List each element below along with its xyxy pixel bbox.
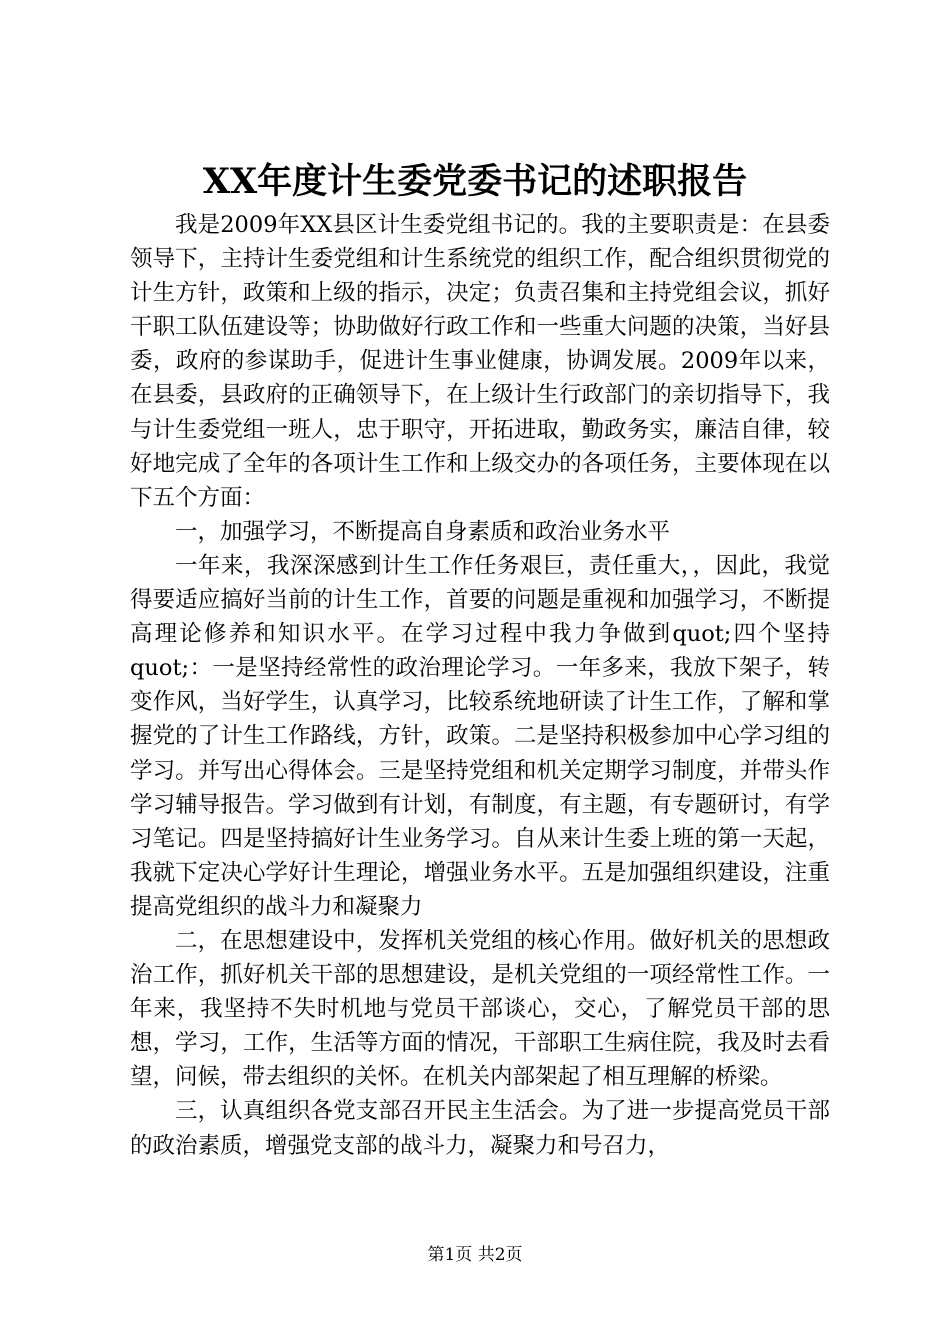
- paragraph-section-2: 二，在思想建设中，发挥机关党组的核心作用。做好机关的思想政治工作，抓好机关干部的思想建设，是机关党组的一项经常性工作。一年来，我坚持不失时机地与党员干部谈心，交心，了解党员干部的思想，学习，工作，生活等方面的情况，干部职工生病住院，我及时去看望，问候，带去组织的关怀。在机关内部架起了相互理解的桥梁。: [130, 927, 830, 1091]
- document-title: XX年度计生委党委书记的述职报告: [202, 161, 748, 202]
- section-heading-1: 一，加强学习，不断提高自身素质和政治业务水平: [175, 518, 671, 545]
- paragraph-intro: 我是2009年XX县区计生委党组书记的。我的主要职责是：在县委领导下，主持计生委党组和计生系统党的组织工作，配合组织贯彻党的计生方针，政策和上级的指示，决定；负责召集和主持党组会议，抓好干职工队伍建设等；协助做好行政工作和一些重大问题的决策，当好县委，政府的参谋助手，促进计生事业健康，协调发展。2009年以来，在县委，县政府的正确领导下，在上级计生行政部门的亲切指导下，我与计生委党组一班人，忠于职守，开拓进取，勤政务实，廉洁自律，较好地完成了全年的各项计生工作和上级交办的各项任务，主要体现在以下五个方面：: [130, 212, 830, 511]
- paragraph-study: 一年来，我深深感到计生工作任务艰巨，责任重大，，因此，我觉得要适应搞好当前的计生工作，首要的问题是重视和加强学习，不断提高理论修养和知识水平。在学习过程中我力争做到quot;四个坚持quot;：一是坚持经常性的政治理论学习。一年多来，我放下架子，转变作风，当好学生，认真学习，比较系统地研读了计生工作，了解和掌握党的了计生工作路线，方针，政策。二是坚持积极参加中心学习组的学习。并写出心得体会。三是坚持党组和机关定期学习制度，并带头作学习辅导报告。学习做到有计划，有制度，有主题，有专题研讨，有学习笔记。四是坚持搞好计生业务学习。自从来计生委上班的第一天起，我就下定决心学好计生理论，增强业务水平。五是加强组织建设，注重提高党组织的战斗力和凝聚力: [130, 552, 830, 920]
- page-footer: 第1页 共2页: [427, 1245, 523, 1265]
- document-body: [130, 208, 830, 1163]
- paragraph-section-3: 三，认真组织各党支部召开民主生活会。为了进一步提高党员干部的政治素质，增强党支部的战斗力，凝聚力和号召力，: [130, 1098, 830, 1159]
